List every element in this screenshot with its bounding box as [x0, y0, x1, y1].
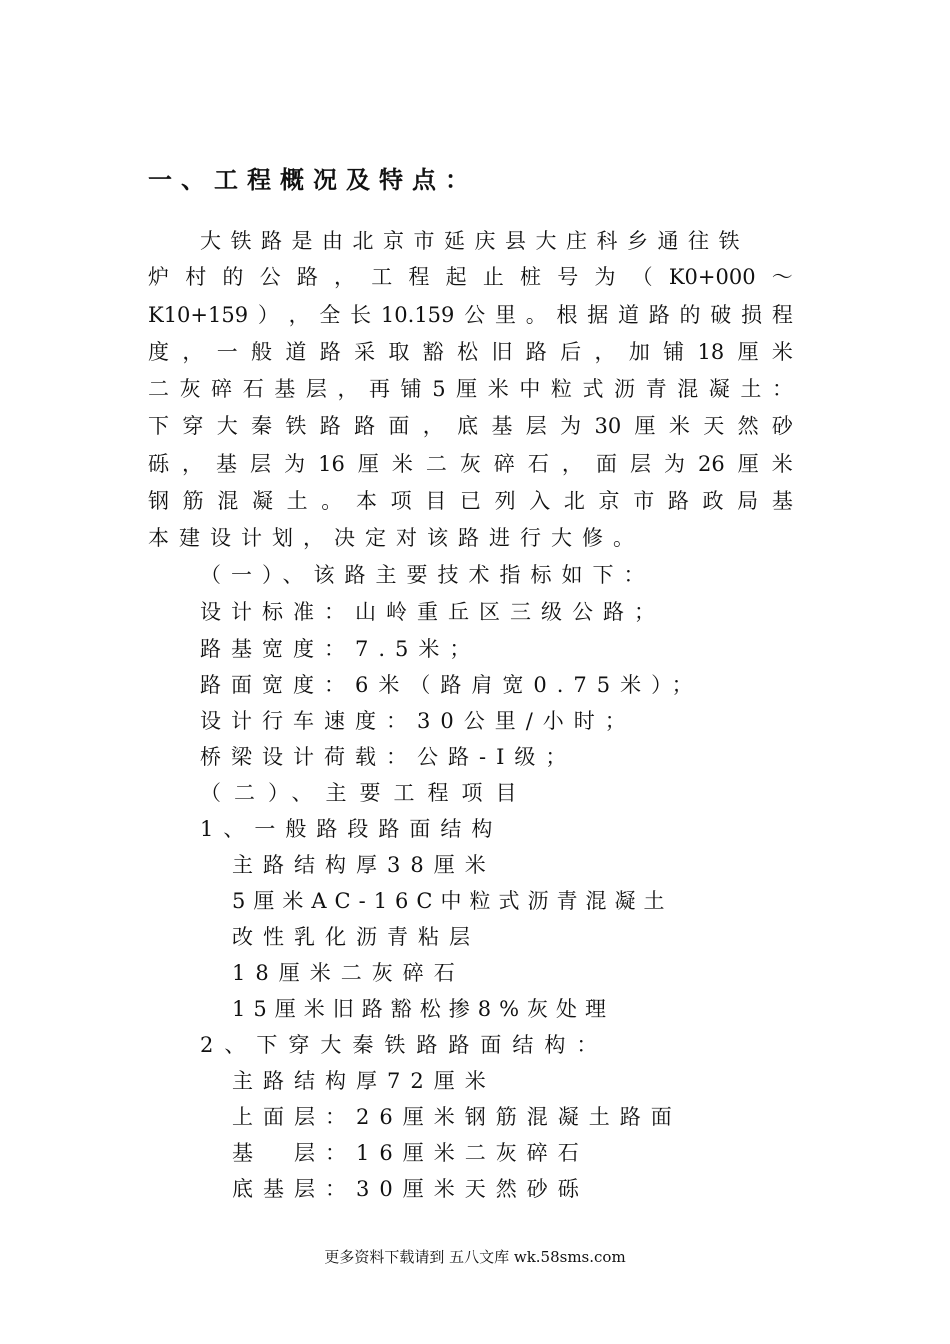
text-glyph: 下 [148, 414, 169, 438]
text-glyph: 局 [737, 489, 759, 513]
text-glyph: 16 [318, 452, 345, 476]
structure-item: 15厘米旧路豁松掺8%灰处理 [232, 997, 615, 1021]
text-glyph: 程 [771, 303, 793, 327]
text-glyph: 中 [519, 377, 541, 401]
text-glyph: 起 [445, 265, 467, 289]
text-glyph: 秦 [251, 414, 273, 438]
text-glyph: 米 [668, 414, 690, 438]
text-glyph: 路 [319, 340, 341, 364]
paragraph-line [148, 337, 793, 367]
text-glyph: ， [182, 452, 204, 476]
text-glyph: 筋 [182, 489, 204, 513]
text-glyph: 灰 [459, 452, 481, 476]
text-glyph: 18 [697, 340, 725, 364]
paragraph-line: 本建设计划，决定对该路进行大修。 [148, 526, 644, 550]
spec-item: 桥梁设计荷载：公路-Ⅰ级； [200, 745, 577, 769]
subsection-title: 2、下穿大秦铁路路面结构： [200, 1033, 609, 1057]
text-glyph: 般 [251, 340, 273, 364]
paragraph-line [148, 449, 793, 479]
text-glyph: 豁 [422, 340, 444, 364]
text-glyph: 青 [645, 377, 667, 401]
text-glyph: 层 [305, 377, 327, 401]
text-glyph: 穿 [182, 414, 204, 438]
text-glyph: 混 [677, 377, 699, 401]
text-glyph: 取 [388, 340, 410, 364]
text-glyph: 砂 [771, 414, 793, 438]
text-glyph: 度 [148, 340, 169, 364]
text-glyph: 米 [771, 340, 793, 364]
text-glyph: 底 [457, 414, 479, 438]
paragraph-line: 大铁路是由北京市延庆县大庄科乡通往铁 [200, 229, 749, 253]
text-glyph: 天 [703, 414, 725, 438]
text-glyph: 工 [371, 265, 393, 289]
text-glyph: ） [257, 303, 279, 327]
text-glyph: 然 [737, 414, 759, 438]
text-glyph: 厘 [737, 452, 759, 476]
text-glyph: 目 [425, 489, 447, 513]
text-glyph: 列 [494, 489, 516, 513]
text-glyph: 厘 [737, 340, 759, 364]
text-glyph: 厘 [357, 452, 379, 476]
text-glyph: 松 [457, 340, 479, 364]
text-glyph: 5 [432, 377, 446, 401]
text-glyph: 的 [222, 265, 244, 289]
text-glyph: 桩 [520, 265, 542, 289]
paragraph-line [148, 486, 793, 516]
text-glyph: K10+159 [148, 303, 249, 327]
text-glyph: 再 [369, 377, 391, 401]
spec-item: 设计标准：山岭重丘区三级公路； [200, 600, 665, 624]
structure-item: 主路结构厚38厘米 [232, 853, 496, 877]
text-glyph: 路 [296, 265, 318, 289]
structure-item: 基 层：16厘米二灰碎石 [232, 1141, 589, 1165]
text-glyph: 市 [633, 489, 655, 513]
text-glyph: ： [771, 377, 793, 401]
structure-item: 上面层：26厘米钢筋混凝土路面 [232, 1105, 682, 1129]
text-glyph: 米 [391, 452, 413, 476]
structure-item: 底基层：30厘米天然砂砾 [232, 1177, 589, 1201]
text-glyph: 基 [491, 414, 513, 438]
text-glyph: 厘 [634, 414, 656, 438]
text-glyph: 路 [354, 414, 376, 438]
text-glyph: 一 [216, 340, 238, 364]
text-glyph: 为 [560, 414, 582, 438]
text-glyph: 基 [274, 377, 296, 401]
text-glyph: 米 [487, 377, 509, 401]
text-glyph: 混 [217, 489, 239, 513]
text-glyph: 钢 [148, 489, 169, 513]
text-glyph: 公 [259, 265, 281, 289]
text-glyph: 道 [618, 303, 639, 327]
text-glyph: 面 [595, 452, 617, 476]
text-glyph: 。 [321, 489, 343, 513]
text-glyph: 。 [525, 303, 547, 327]
text-glyph: 灰 [179, 377, 201, 401]
text-glyph: 砾 [148, 452, 169, 476]
text-glyph: ， [182, 340, 204, 364]
text-glyph: 项 [390, 489, 412, 513]
text-glyph: K0+000 [668, 265, 756, 289]
text-glyph: 土 [740, 377, 762, 401]
text-glyph: 路 [525, 340, 547, 364]
text-glyph: 26 [697, 452, 725, 476]
text-glyph: 已 [459, 489, 481, 513]
paragraph-line [148, 411, 793, 441]
text-glyph: 二 [148, 377, 169, 401]
text-glyph: 长 [350, 303, 372, 327]
text-glyph: 京 [598, 489, 620, 513]
text-glyph: 凝 [708, 377, 730, 401]
text-glyph: ， [594, 340, 616, 364]
text-glyph: 公 [464, 303, 486, 327]
text-glyph: 石 [242, 377, 264, 401]
section2-title: （二）、主要工程项目 [200, 781, 530, 805]
spec-item: 路基宽度：7.5米； [200, 637, 481, 661]
subsection-title: 1、一般路段路面结构 [200, 817, 503, 841]
paragraph-line [148, 300, 793, 330]
text-glyph: 炉 [148, 265, 169, 289]
structure-item: 18厘米二灰碎石 [232, 961, 465, 985]
text-glyph: 本 [355, 489, 377, 513]
text-glyph: 基 [771, 489, 793, 513]
text-glyph: 米 [771, 452, 793, 476]
structure-item: 改性乳化沥青粘层 [232, 925, 480, 949]
text-glyph: 程 [408, 265, 430, 289]
section1-title: （一）、该路主要技术指标如下： [200, 563, 655, 587]
text-glyph: 10.159 [380, 303, 455, 327]
structure-item: 主路结构厚72厘米 [232, 1069, 496, 1093]
text-glyph: 二 [425, 452, 447, 476]
text-glyph: 石 [527, 452, 549, 476]
paragraph-line [148, 374, 793, 404]
text-glyph: 为 [594, 265, 616, 289]
text-glyph: 入 [529, 489, 551, 513]
text-glyph: 损 [741, 303, 763, 327]
text-glyph: ， [422, 414, 444, 438]
text-glyph: 根 [556, 303, 578, 327]
text-glyph: 加 [628, 340, 650, 364]
text-glyph: 土 [286, 489, 308, 513]
text-glyph: 碎 [211, 377, 233, 401]
text-glyph: 层 [525, 414, 547, 438]
text-glyph: 基 [216, 452, 238, 476]
text-glyph: 层 [629, 452, 651, 476]
text-glyph: 铺 [400, 377, 422, 401]
text-glyph: 大 [216, 414, 238, 438]
text-glyph: 破 [710, 303, 732, 327]
text-glyph: 碎 [493, 452, 515, 476]
text-glyph: 路 [319, 414, 341, 438]
spec-item: 设计行车速度：30公里/小时； [200, 709, 636, 733]
text-glyph: 铺 [663, 340, 685, 364]
text-glyph: 路 [667, 489, 689, 513]
text-glyph: ， [337, 377, 359, 401]
text-glyph: 的 [679, 303, 701, 327]
text-glyph: ， [561, 452, 583, 476]
text-glyph: 为 [663, 452, 685, 476]
text-glyph: 止 [482, 265, 504, 289]
text-glyph: 铁 [285, 414, 307, 438]
text-glyph: 层 [250, 452, 272, 476]
text-glyph: 里 [494, 303, 516, 327]
text-glyph: 路 [648, 303, 670, 327]
text-glyph: 为 [284, 452, 306, 476]
text-glyph: 30 [594, 414, 622, 438]
text-glyph: 北 [563, 489, 585, 513]
text-glyph: 村 [185, 265, 207, 289]
text-glyph: 凝 [251, 489, 273, 513]
text-glyph: 后 [560, 340, 582, 364]
text-glyph: 旧 [491, 340, 513, 364]
text-glyph: 厘 [456, 377, 478, 401]
text-glyph: 采 [354, 340, 376, 364]
spec-item: 路面宽度：6米（路肩宽0.75米）； [200, 673, 703, 697]
text-glyph: 全 [319, 303, 341, 327]
paragraph-line [148, 262, 793, 292]
text-glyph: 沥 [614, 377, 636, 401]
footer-text: 更多资料下载请到 五八文库 wk.58sms.com [324, 1248, 626, 1266]
text-glyph: 道 [285, 340, 307, 364]
text-glyph: 式 [582, 377, 604, 401]
text-glyph: 面 [388, 414, 410, 438]
text-glyph: ， [288, 303, 310, 327]
text-glyph: （ [631, 265, 653, 289]
text-glyph: 粒 [550, 377, 572, 401]
text-glyph: ， [334, 265, 356, 289]
text-glyph: 政 [702, 489, 724, 513]
text-glyph: ～ [771, 265, 793, 289]
text-glyph: 据 [587, 303, 609, 327]
structure-item: 5厘米AC-16C中粒式沥青混凝土 [232, 889, 673, 913]
text-glyph: 号 [557, 265, 579, 289]
section-heading: 一、工程概况及特点： [148, 165, 478, 194]
